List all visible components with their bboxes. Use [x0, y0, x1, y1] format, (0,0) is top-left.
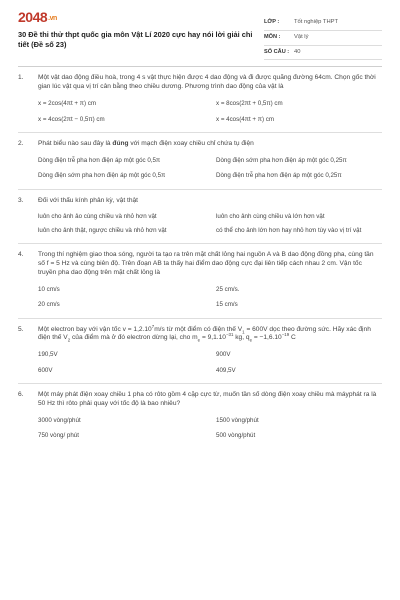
answer-option-b[interactable]: luôn cho ảnh cùng chiều và lớn hơn vật	[216, 213, 325, 221]
question-text: Một vật dao động điều hoà, trong 4 s vật thực hiện được 4 dao động và đi được quãng đường 64cm. Chọn gốc thời gian lúc vật qua vị trí cân bằng theo chiều dương. Phương trình dao động của vật là	[38, 74, 376, 91]
question-1	[18, 67, 382, 133]
answer-option-c[interactable]: 20 cm/s	[38, 301, 60, 309]
answer-option-b[interactable]: 1500 vòng/phút	[216, 416, 259, 424]
answer-option-c[interactable]: Dòng điện sớm pha hơn điện áp một góc 0,5π	[38, 172, 166, 180]
answer-option-a[interactable]: 10 cm/s	[38, 285, 60, 293]
answer-option-b[interactable]: Dòng điện sớm pha hơn điện áp một góc 0,25π	[216, 156, 347, 164]
answer-option-d[interactable]: 500 vòng/phút	[216, 432, 256, 440]
answer-options	[18, 100, 382, 124]
answer-option-d[interactable]: có thể cho ảnh lớn hơn hay nhỏ hơn tùy vào vị trí vật	[216, 226, 362, 234]
question-2	[18, 133, 382, 190]
answer-option-a[interactable]: Dòng điện trễ pha hơn điện áp một góc 0,5π	[38, 156, 161, 164]
meta-question-count: SỐ CÂU : 40	[264, 46, 382, 61]
answer-option-c[interactable]: x = 4cos(2πt − 0,5π) cm	[38, 115, 105, 123]
question-3	[18, 190, 382, 245]
question-number: 6.	[18, 391, 24, 399]
question-6	[18, 384, 382, 449]
answer-option-d[interactable]: Dòng điện trễ pha hơn điện áp một góc 0,25π	[216, 172, 342, 180]
meta-class: LỚP : Tốt nghiệp THPT	[264, 16, 382, 31]
answer-options	[18, 157, 382, 181]
answer-options	[18, 213, 382, 235]
meta-subject: MÔN : Vật lý	[264, 31, 382, 46]
answer-option-c[interactable]: luôn cho ảnh thật, ngược chiều và nhỏ hơn vật	[38, 226, 167, 234]
question-text: Một electron bay với vận tốc $v = 1,2.10^7m/s$ từ một điểm có điện thế $V_1 = 600V$ dọc theo đường sức. Hãy xác định điện thế $V_2$ của điểm mà ở đó electron dừng lại, cho $m_e = 9,1.10^{-31}$ kg, $q_e = -1,6.10^{-19}$ C	[38, 323, 371, 343]
answer-option-b[interactable]: x = 8cos(2πt + 0,5π) cm	[216, 100, 283, 108]
answer-option-a[interactable]: 190,5V	[38, 351, 58, 359]
question-text: Trong thí nghiệm giao thoa sóng, người ta tạo ra trên mặt chất lỏng hai nguồn A và B dao động đồng pha, cùng tần số f = 5 Hz và cùng biên độ. Trên đoạn AB ta thấy hai điểm dao động cực đại liên tiếp cách nhau 2 cm. Vận tốc truyền pha dao động trên mặt chất lỏng là	[38, 251, 374, 276]
header-left	[18, 10, 253, 60]
page-header	[18, 10, 382, 60]
question-text: Phát biểu nào sau đây là đúng với mạch điện xoay chiều chỉ chứa tụ điện	[38, 139, 254, 147]
question-text: Đối với thấu kính phân kỳ, vật thật	[38, 196, 138, 204]
exam-meta	[264, 16, 382, 60]
answer-option-c[interactable]: 750 vòng/ phút	[38, 432, 79, 440]
question-number: 3.	[18, 196, 24, 204]
answer-option-b[interactable]: 25 cm/s.	[216, 285, 240, 293]
question-number: 5.	[18, 325, 24, 333]
site-logo[interactable]: 2048.vn	[18, 9, 57, 25]
answer-option-d[interactable]: 409,5V	[216, 366, 236, 374]
question-5	[18, 319, 382, 385]
answer-option-a[interactable]: x = 2cos(4πt + π) cm	[38, 100, 97, 108]
answer-option-d[interactable]: x = 4cos(4πt + π) cm	[216, 115, 275, 123]
answer-options	[18, 351, 382, 375]
answer-option-b[interactable]: 900V	[216, 351, 231, 359]
answer-option-a[interactable]: luôn cho ảnh ảo cùng chiều và nhỏ hơn vật	[38, 213, 157, 221]
answer-option-a[interactable]: 3000 vòng/phút	[38, 416, 81, 424]
question-number: 2.	[18, 139, 24, 147]
answer-options	[18, 417, 382, 441]
question-4	[18, 244, 382, 318]
question-number: 1.	[18, 74, 24, 82]
answer-option-c[interactable]: 600V	[38, 366, 53, 374]
question-text: Một máy phát điện xoay chiều 1 pha có rôto gồm 4 cặp cực từ, muốn tần số dòng điện xoay chiều mà máyphát ra là 50 Hz thì rôto phải quay với tốc độ là bao nhiêu?	[38, 391, 377, 407]
question-number: 4.	[18, 251, 24, 259]
answer-options	[18, 286, 382, 310]
document-title: 30 Đề thi thử thpt quốc gia môn Vật Lí 2020 cực hay nói lời giải chi tiết (Đề số 23)	[18, 30, 253, 49]
answer-option-d[interactable]: 15 cm/s	[216, 301, 238, 309]
